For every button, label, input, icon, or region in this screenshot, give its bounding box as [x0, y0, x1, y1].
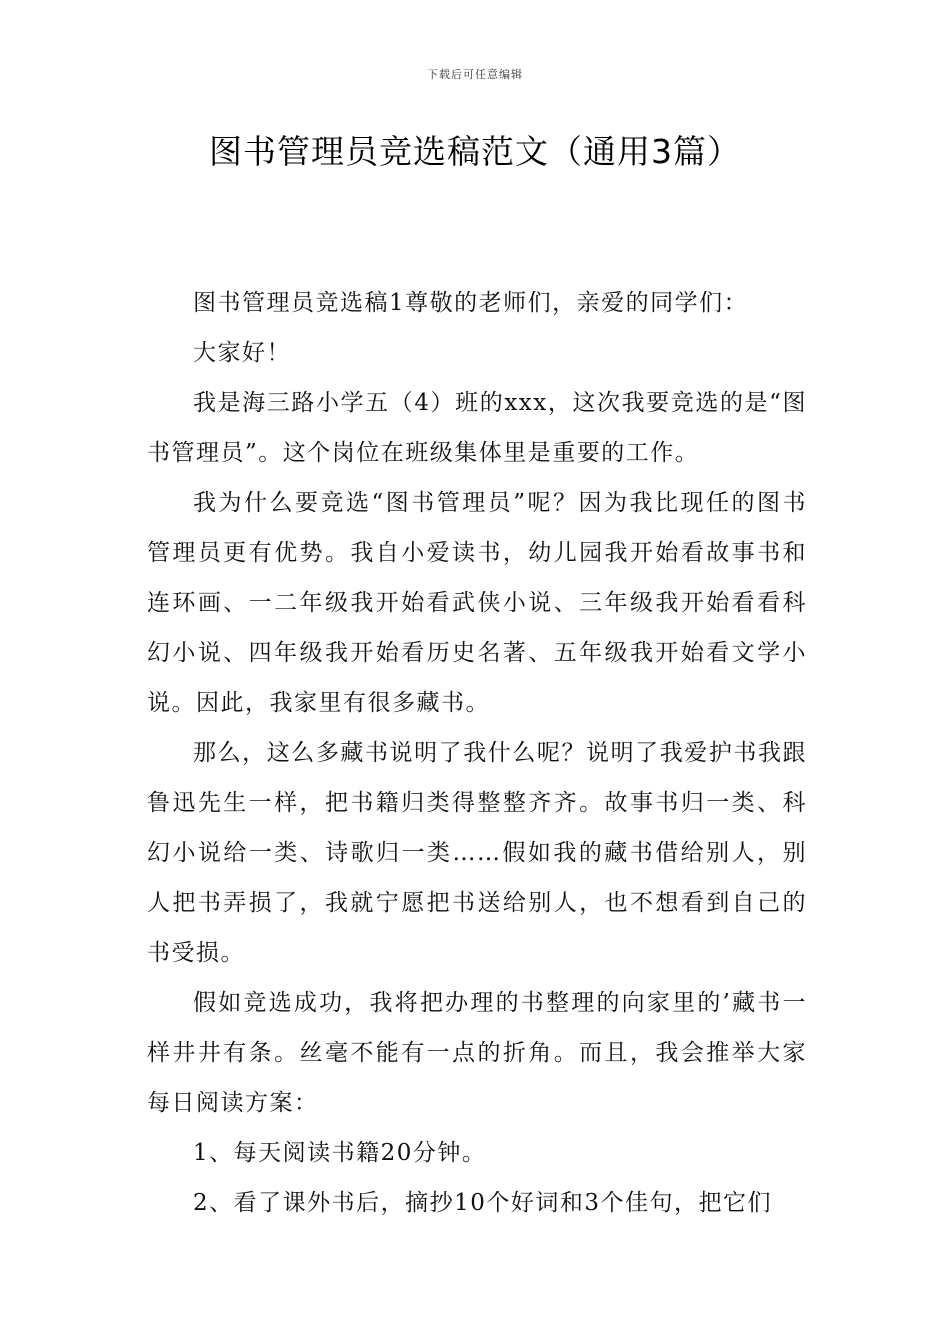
paragraph: 1、每天阅读书籍20分钟。	[193, 1140, 487, 1166]
paragraph: 图书管理员竞选稿1尊敬的老师们，亲爱的同学们：	[193, 290, 749, 316]
paragraph: 我是海三路小学五（4）班的xxx，这次我要竞选的是“图书管理员”。这个岗位在班级集体里是重要的工作。	[147, 390, 807, 466]
paragraph: 我为什么要竞选“图书管理员”呢？因为我比现任的图书管理员更有优势。我自小爱读书，幼儿园我开始看故事书和连环画、一二年级我开始看武侠小说、三年级我开始看看科幻小说、四年级我开始看历史名著、五年级我开始看文学小说。因此，我家里有很多藏书。	[147, 490, 807, 716]
paragraph: 大家好！	[193, 340, 291, 366]
paragraph: 2、看了课外书后，摘抄10个好词和3个佳句，把它们	[193, 1190, 773, 1216]
document-body	[147, 278, 807, 1228]
paragraph: 假如竞选成功，我将把办理的书整理的向家里的’藏书一样井井有条。丝毫不能有一点的折角。而且，我会推举大家每日阅读方案：	[147, 990, 807, 1116]
paragraph: 那么，这么多藏书说明了我什么呢？说明了我爱护书我跟鲁迅先生一样，把书籍归类得整整齐齐。故事书归一类、科幻小说给一类、诗歌归一类……假如我的藏书借给别人，别人把书弄损了，我就宁愿把书送给别人，也不想看到自己的书受损。	[147, 740, 807, 966]
header-note: 下载后可任意编辑	[427, 68, 523, 81]
document-title: 图书管理员竞选稿范文（通用3篇）	[209, 132, 741, 171]
